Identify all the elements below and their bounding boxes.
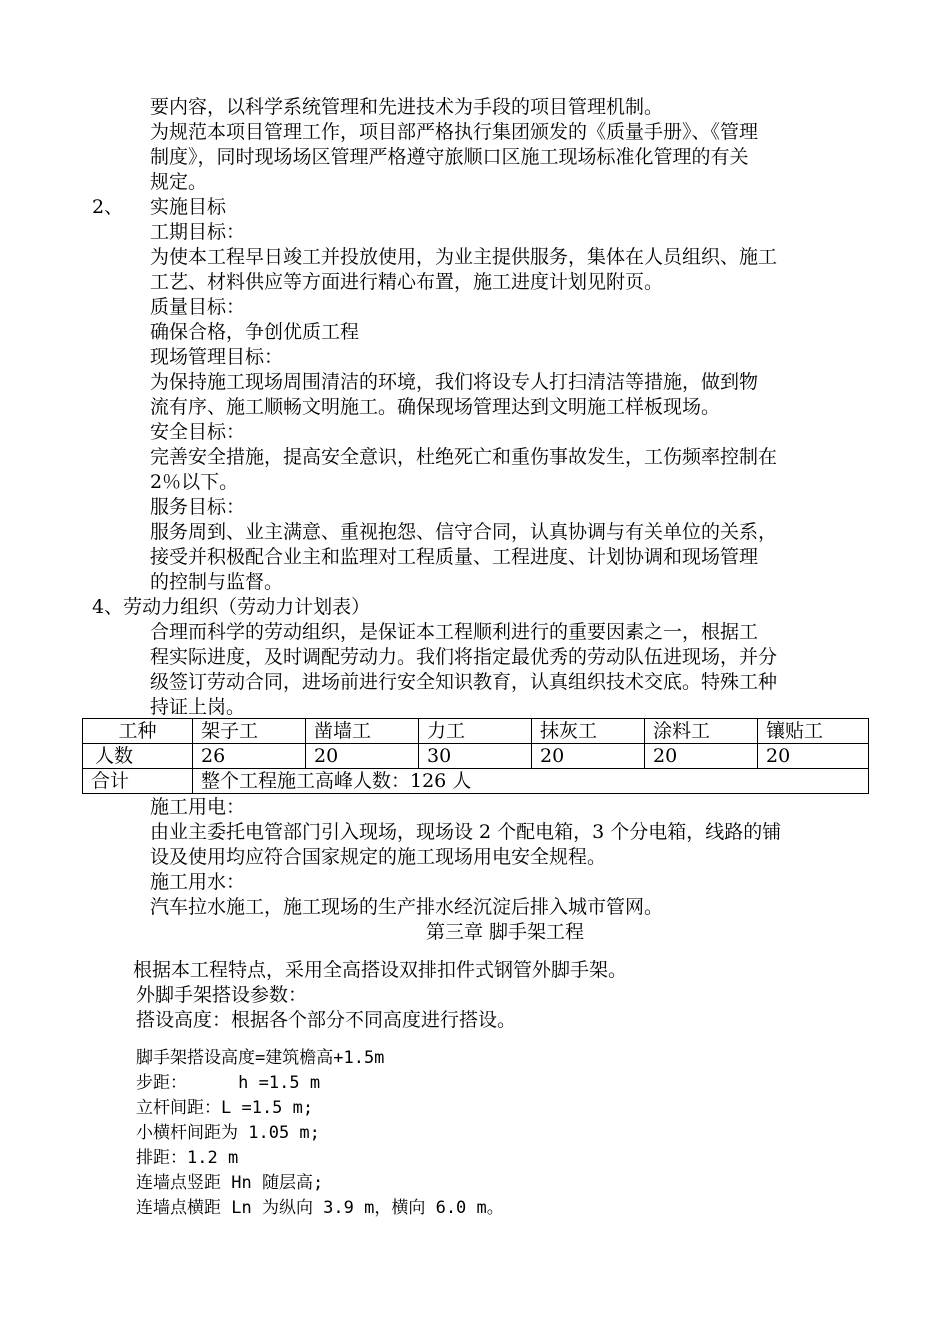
site-goal-text-1: 为保持施工现场周围清洁的环境，我们将设专人打扫清洁等措施，做到物 bbox=[150, 371, 759, 393]
total-label-cell: 合计 bbox=[83, 769, 193, 794]
count-header-cell: 人数 bbox=[83, 744, 193, 769]
table-row-total bbox=[83, 769, 869, 794]
labor-text-2: 程实际进度，及时调配劳动力。我们将指定最优秀的劳动队伍进现场，并分 bbox=[150, 646, 778, 668]
param-step: 步距： h =1.5 m bbox=[136, 1073, 321, 1093]
intro-line-3: 制度》，同时现场场区管理严格遵守旅顺口区施工现场标准化管理的有关 bbox=[150, 146, 749, 168]
count-cell: 20 bbox=[758, 744, 869, 769]
intro-line-1: 要内容，以科学系统管理和先进技术为手段的项目管理机制。 bbox=[150, 96, 664, 118]
quality-goal-text: 确保合格，争创优质工程 bbox=[150, 321, 360, 343]
table-row-trades bbox=[83, 719, 869, 744]
trade-cell: 涂料工 bbox=[645, 719, 758, 744]
schedule-goal-text-2: 工艺、材料供应等方面进行精心布置，施工进度计划见附页。 bbox=[150, 271, 664, 293]
service-goal-text-1: 服务周到、业主满意、重视抱怨、信守合同，认真协调与有关单位的关系， bbox=[150, 521, 778, 543]
trade-cell: 抹灰工 bbox=[532, 719, 645, 744]
section4-title: 4、劳动力组织（劳动力计划表） bbox=[92, 596, 371, 618]
total-value-cell: 整个工程施工高峰人数：126 人 bbox=[193, 769, 869, 794]
site-goal-text-2: 流有序、施工顺畅文明施工。确保现场管理达到文明施工样板现场。 bbox=[150, 396, 721, 418]
chapter3-intro: 根据本工程特点，采用全高搭设双排扣件式钢管外脚手架。 bbox=[133, 959, 628, 981]
safety-goal-text-2: 2％以下。 bbox=[150, 471, 239, 493]
service-goal-text-3: 的控制与监督。 bbox=[150, 571, 284, 593]
count-cell: 20 bbox=[306, 744, 419, 769]
param-tie-horizontal: 连墙点横距 Ln 为纵向 3.9 m，横向 6.0 m。 bbox=[136, 1198, 504, 1218]
safety-goal-text-1: 完善安全措施，提高安全意识，杜绝死亡和重伤事故发生，工伤频率控制在 bbox=[150, 446, 778, 468]
schedule-goal-label: 工期目标： bbox=[150, 221, 246, 243]
section2-number: 2、 bbox=[92, 196, 124, 218]
count-cell: 20 bbox=[532, 744, 645, 769]
trade-cell: 力工 bbox=[419, 719, 532, 744]
count-cell: 20 bbox=[645, 744, 758, 769]
labor-text-3: 级签订劳动合同，进场前进行安全知识教育，认真组织技术交底。特殊工种 bbox=[150, 671, 778, 693]
water-text: 汽车拉水施工，施工现场的生产排水经沉淀后排入城市管网。 bbox=[150, 896, 664, 918]
param-tie-vertical: 连墙点竖距 Hn 随层高; bbox=[136, 1173, 324, 1193]
service-goal-text-2: 接受并积极配合业主和监理对工程质量、工程进度、计划协调和现场管理 bbox=[150, 546, 759, 568]
count-cell: 30 bbox=[419, 744, 532, 769]
schedule-goal-text-1: 为使本工程早日竣工并投放使用，为业主提供服务，集体在人员组织、施工 bbox=[150, 246, 778, 268]
labor-text-4: 持证上岗。 bbox=[150, 696, 246, 718]
params-label: 外脚手架搭设参数： bbox=[136, 984, 308, 1006]
param-small-bar-spacing: 小横杆间距为 1.05 m; bbox=[136, 1123, 320, 1143]
count-cell: 26 bbox=[193, 744, 306, 769]
quality-goal-label: 质量目标： bbox=[150, 296, 246, 318]
intro-line-2: 为规范本项目管理工作，项目部严格执行集团颁发的《质量手册》、《管理 bbox=[150, 121, 759, 143]
table-row-counts bbox=[83, 744, 869, 769]
trade-cell: 镶贴工 bbox=[758, 719, 869, 744]
trade-cell: 凿墙工 bbox=[306, 719, 419, 744]
power-text-1: 由业主委托电管部门引入现场，现场设 2 个配电箱，3 个分电箱，线路的铺 bbox=[150, 821, 782, 843]
chapter3-title: 第三章 脚手架工程 bbox=[425, 921, 585, 943]
site-goal-label: 现场管理目标： bbox=[150, 346, 284, 368]
param-scaffold-height: 脚手架搭设高度=建筑檐高+1.5m bbox=[136, 1048, 385, 1068]
param-pole-spacing: 立杆间距：L =1.5 m; bbox=[136, 1098, 314, 1118]
service-goal-label: 服务目标： bbox=[150, 496, 246, 518]
section2-title: 实施目标 bbox=[150, 196, 227, 218]
labor-text-1: 合理而科学的劳动组织，是保证本工程顺利进行的重要因素之一，根据工 bbox=[150, 621, 759, 643]
power-label: 施工用电： bbox=[150, 796, 246, 818]
param-row-spacing: 排距：1.2 m bbox=[136, 1148, 239, 1168]
water-label: 施工用水： bbox=[150, 871, 246, 893]
labor-plan-table bbox=[82, 718, 869, 794]
trade-header-cell: 工种 bbox=[83, 719, 193, 744]
intro-line-4: 规定。 bbox=[150, 171, 208, 193]
safety-goal-label: 安全目标： bbox=[150, 421, 246, 443]
power-text-2: 设及使用均应符合国家规定的施工现场用电安全规程。 bbox=[150, 846, 607, 868]
height-text: 搭设高度：根据各个部分不同高度进行搭设。 bbox=[136, 1009, 517, 1031]
trade-cell: 架子工 bbox=[193, 719, 306, 744]
